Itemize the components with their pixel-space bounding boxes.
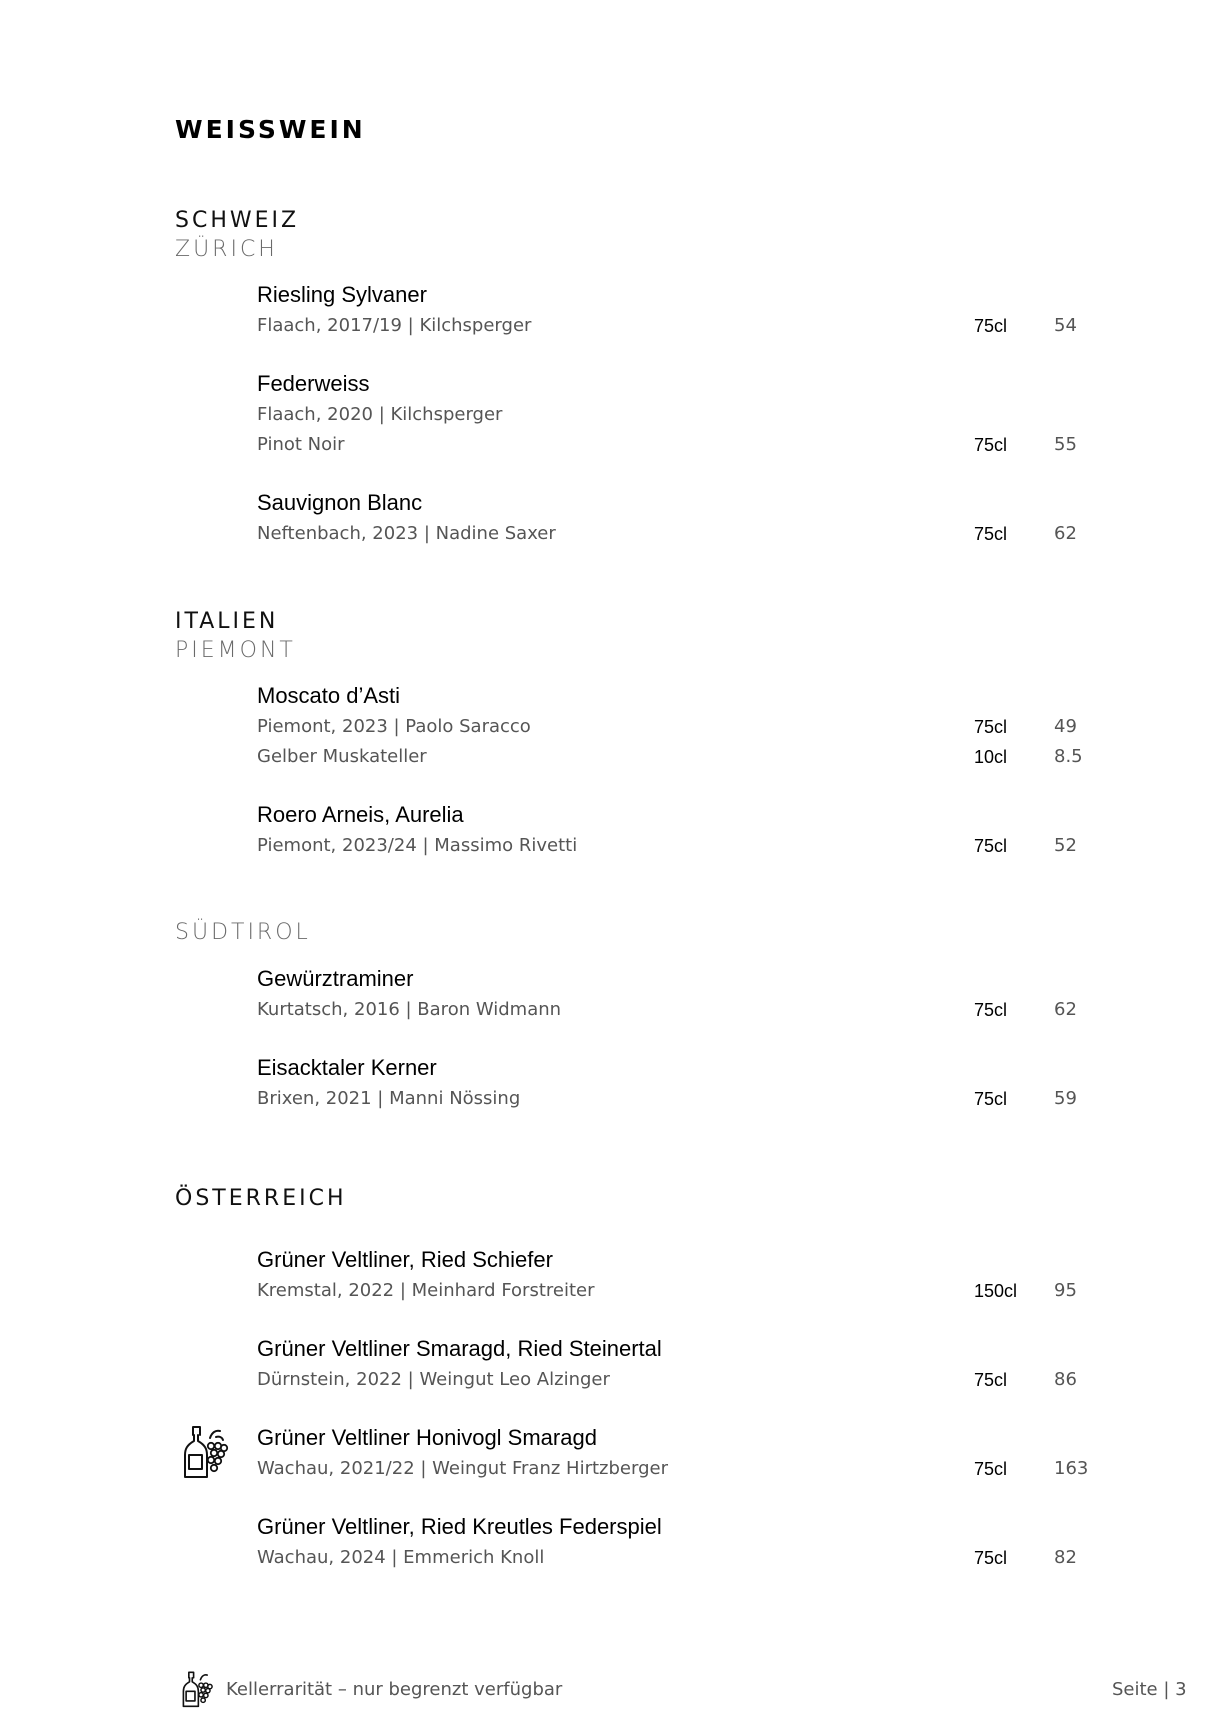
- wine-name: Grüner Veltliner Smaragd, Ried Steinertal: [257, 1336, 662, 1361]
- wine-detail: Flaach, 2017/19 | Kilchsperger: [257, 315, 532, 336]
- region-heading-zuerich: ZÜRICH: [175, 237, 278, 262]
- wine-price: 62: [1054, 999, 1077, 1020]
- bottle-size: 75cl: [974, 435, 1008, 455]
- wine-bottle-grapes-icon: [180, 1424, 230, 1482]
- wine-name: Eisacktaler Kerner: [257, 1055, 437, 1080]
- wine-price: 82: [1054, 1547, 1077, 1568]
- wine-price: 52: [1054, 835, 1077, 856]
- wine-name: Roero Arneis, Aurelia: [257, 802, 464, 827]
- region-heading-suedtirol: SÜDTIROL: [175, 920, 311, 945]
- wine-detail: Wachau, 2024 | Emmerich Knoll: [257, 1547, 545, 1568]
- wine-name: Grüner Veltliner, Ried Schiefer: [257, 1247, 553, 1272]
- wine-detail: Kurtatsch, 2016 | Baron Widmann: [257, 999, 562, 1020]
- page-title: WEISSWEIN: [175, 115, 366, 144]
- wine-price: 62: [1054, 523, 1077, 544]
- wine-detail: Piemont, 2023/24 | Massimo Rivetti: [257, 835, 578, 856]
- bottle-size: 75cl: [974, 1548, 1008, 1568]
- wine-name: Gewürztraminer: [257, 966, 414, 991]
- glass-size: 10cl: [974, 747, 1008, 767]
- bottle-size: 75cl: [974, 1089, 1008, 1109]
- wine-price: 55: [1054, 434, 1077, 455]
- page-number: Seite | 3: [1112, 1679, 1187, 1700]
- legend-text: Kellerrarität – nur begrenzt verfügbar: [226, 1679, 563, 1700]
- bottle-size: 75cl: [974, 524, 1008, 544]
- wine-grape: Pinot Noir: [257, 434, 345, 455]
- wine-name: Moscato d’Asti: [257, 683, 401, 708]
- wine-detail: Dürnstein, 2022 | Weingut Leo Alzinger: [257, 1369, 610, 1390]
- wine-bottle-grapes-icon: [180, 1670, 214, 1710]
- wine-price: 86: [1054, 1369, 1077, 1390]
- bottle-size: 75cl: [974, 1459, 1008, 1479]
- country-heading-schweiz: SCHWEIZ: [175, 208, 300, 233]
- bottle-size: 75cl: [974, 316, 1008, 336]
- wine-price: 59: [1054, 1088, 1077, 1109]
- wine-detail: Piemont, 2023 | Paolo Saracco: [257, 716, 531, 737]
- bottle-size: 75cl: [974, 836, 1008, 856]
- wine-name: Federweiss: [257, 371, 370, 396]
- bottle-size: 150cl: [974, 1281, 1018, 1301]
- wine-price: 54: [1054, 315, 1077, 336]
- bottle-size: 75cl: [974, 1000, 1008, 1020]
- wine-detail: Kremstal, 2022 | Meinhard Forstreiter: [257, 1280, 595, 1301]
- country-heading-oesterreich: ÖSTERREICH: [175, 1186, 347, 1211]
- wine-detail: Wachau, 2021/22 | Weingut Franz Hirtzberger: [257, 1458, 668, 1479]
- wine-price: 49: [1054, 716, 1077, 737]
- wine-detail: Flaach, 2020 | Kilchsperger: [257, 404, 503, 425]
- wine-grape: Gelber Muskateller: [257, 746, 427, 767]
- wine-name: Riesling Sylvaner: [257, 282, 427, 307]
- wine-name: Sauvignon Blanc: [257, 490, 423, 515]
- bottle-size: 75cl: [974, 717, 1008, 737]
- wine-name: Grüner Veltliner Honivogl Smaragd: [257, 1425, 597, 1450]
- region-heading-piemont: PIEMONT: [175, 638, 296, 663]
- bottle-size: 75cl: [974, 1370, 1008, 1390]
- wine-price: 95: [1054, 1280, 1077, 1301]
- wine-detail: Brixen, 2021 | Manni Nössing: [257, 1088, 521, 1109]
- wine-name: Grüner Veltliner, Ried Kreutles Federspiel: [257, 1514, 662, 1539]
- wine-detail: Neftenbach, 2023 | Nadine Saxer: [257, 523, 556, 544]
- country-heading-italien: ITALIEN: [175, 609, 279, 634]
- wine-price: 163: [1054, 1458, 1089, 1479]
- glass-price: 8.5: [1054, 746, 1083, 767]
